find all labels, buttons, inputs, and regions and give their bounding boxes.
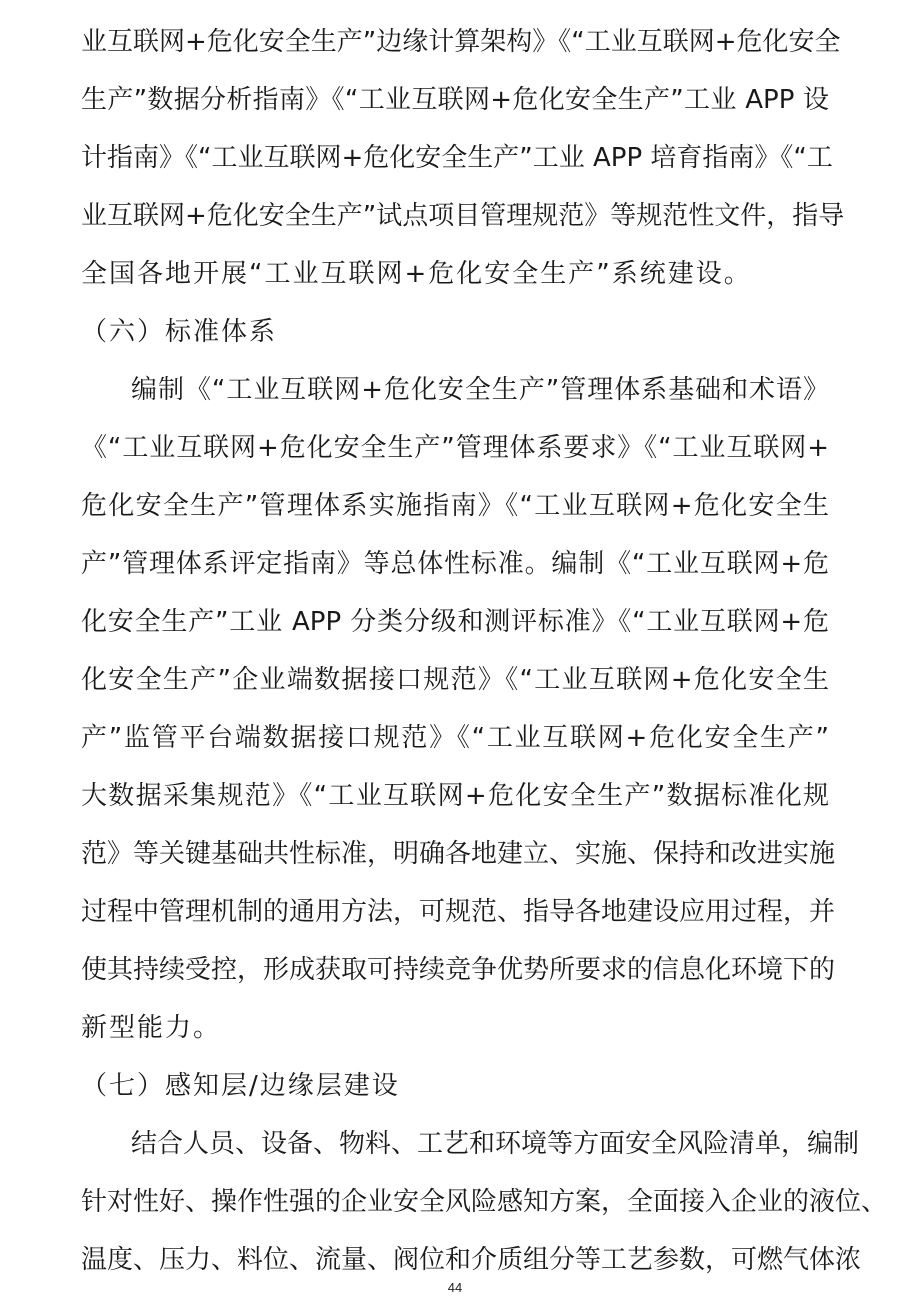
paragraph-line: 针对性好、操作性强的企业安全风险感知方案，全面接入企业的液位、 <box>81 1187 888 1217</box>
paragraph-line: 产”监管平台端数据接口规范》《“工业互联网+危化安全生产” <box>81 723 829 753</box>
paragraph-line: 化安全生产”工业 APP 分类分级和测评标准》《“工业互联网+危 <box>81 607 829 637</box>
paragraph-line: 业互联网+危化安全生产”试点项目管理规范》等规范性文件，指导 <box>81 201 845 231</box>
section-heading-standards: （六）标准体系 <box>81 317 278 347</box>
paragraph-line: 产”管理体系评定指南》等总体性标准。编制《“工业互联网+危 <box>81 549 829 579</box>
page-number: 44 <box>447 1280 463 1295</box>
paragraph-line: 计指南》《“工业互联网+危化安全生产”工业 APP 培育指南》《“工 <box>81 143 833 173</box>
paragraph-line: 范》等关键基础共性标准，明确各地建立、实施、保持和改进实施 <box>81 839 836 869</box>
paragraph-line: 危化安全生产”管理体系实施指南》《“工业互联网+危化安全生 <box>81 491 829 521</box>
paragraph-line: 生产”数据分析指南》《“工业互联网+危化安全生产”工业 APP 设 <box>81 85 829 115</box>
paragraph-line: 使其持续受控，形成获取可持续竞争优势所要求的信息化环境下的 <box>81 955 836 985</box>
paragraph-line: 全国各地开展“工业互联网+危化安全生产”系统建设。 <box>81 259 752 289</box>
paragraph-line: 温度、压力、料位、流量、阀位和介质组分等工艺参数，可燃气体浓 <box>81 1245 862 1275</box>
paragraph-line: 过程中管理机制的通用方法，可规范、指导各地建设应用过程，并 <box>81 897 836 927</box>
paragraph-line: 新型能力。 <box>81 1013 222 1043</box>
paragraph-line: 大数据采集规范》《“工业互联网+危化安全生产”数据标准化规 <box>81 781 829 811</box>
paragraph-line: 《“工业互联网+危化安全生产”管理体系要求》《“工业互联网+ <box>81 433 829 463</box>
paragraph-line: 编制《“工业互联网+危化安全生产”管理体系基础和术语》 <box>131 375 829 405</box>
paragraph-line: 结合人员、设备、物料、工艺和环境等方面安全风险清单，编制 <box>131 1129 860 1159</box>
section-heading-perception-edge: （七）感知层/边缘层建设 <box>81 1071 400 1101</box>
paragraph-line: 业互联网+危化安全生产”边缘计算架构》《“工业互联网+危化安全 <box>81 27 841 57</box>
paragraph-line: 化安全生产”企业端数据接口规范》《“工业互联网+危化安全生 <box>81 665 829 695</box>
